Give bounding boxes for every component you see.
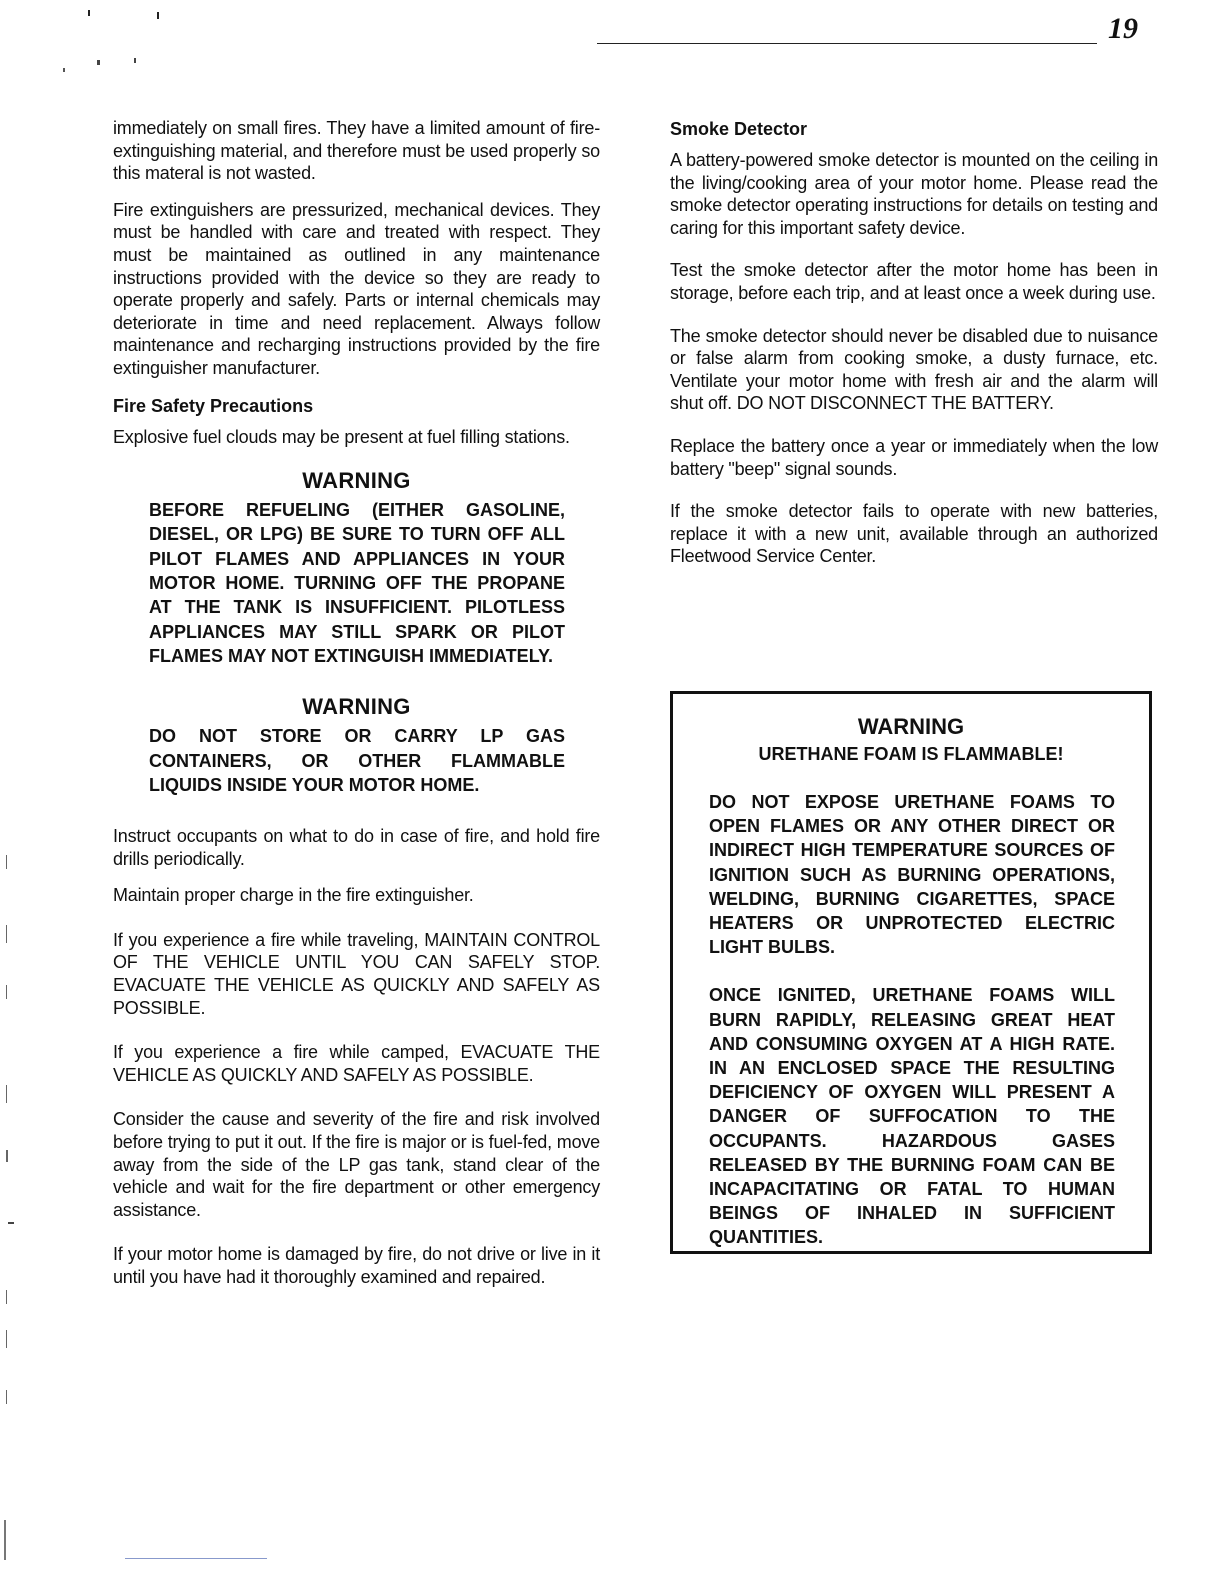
warning-subtitle: URETHANE FOAM IS FLAMMABLE! [758,744,1064,764]
section-heading-smoke-detector: Smoke Detector [670,119,808,139]
urethane-warning-box [670,691,1152,1254]
paragraph: Explosive fuel clouds may be present at fuel filling stations. [113,426,570,447]
warning-text-lp-gas: DO NOT STORE OR CARRY LP GAS CONTAINERS, OR OTHER FLAMMABLE LIQUIDS INSIDE YOUR MOTOR HOME. [149,726,565,795]
paragraph: The smoke detector should never be disabled due to nuisance or false alarm from cooking smoke, a dusty furnace, etc. Ventilate your motor home with fresh air and the alarm will shut off. DO NOT DISCONNECT THE BATTERY. [670,325,1158,414]
section-heading-fire-safety: Fire Safety Precautions [113,395,314,416]
header-rule [597,43,1097,44]
right-column [670,117,1158,582]
paragraph: immediately on small fires. They have a limited amount of fire-extinguishing material, and therefore must be used properly so this materal is not wasted. [113,118,600,184]
paragraph: If the smoke detector fails to operate with new batteries, replace it with a new unit, available through an authorized Fleetwood Service Center. [670,501,1158,567]
paragraph: Consider the cause and severity of the fire and risk involved before trying to put it out. If the fire is major or is fuel-fed, move away from the side of the LP gas tank, stand clear of the vehicle and wait for the fire department or other emergency assistance. [113,1109,600,1220]
left-column [113,117,600,1303]
paragraph: If you experience a fire while camped, EVACUATE THE VEHICLE AS QUICKLY AND SAFELY AS POSSIBLE. [113,1042,600,1085]
warning-title: WARNING [302,468,411,494]
paragraph: If you experience a fire while traveling, MAINTAIN CONTROL OF THE VEHICLE UNTIL YOU CAN SAFELY STOP. EVACUATE THE VEHICLE AS QUICKLY AND SAFELY AS POSSIBLE. [113,929,600,1018]
warning-text-refueling: BEFORE REFUELING (EITHER GASOLINE, DIESEL, OR LPG) BE SURE TO TURN OFF ALL PILOT FLAMES AND APPLIANCES IN YOUR MOTOR HOME. TURNING OFF THE PROPANE AT THE TANK IS INSUFFICIENT. PILOTLESS APPLIANCES MAY STILL SPARK OR PILOT FLAMES MAY NOT EXTINGUISH IMMEDIATELY. [149,500,565,666]
warning-title: WARNING [857,714,965,739]
paragraph: If your motor home is damaged by fire, do not drive or live in it until you have had it thoroughly examined and repaired. [113,1244,600,1287]
warning-title: WARNING [302,694,411,720]
paragraph: Fire extinguishers are pressurized, mechanical devices. They must be handled with care and treated with respect. They must be maintained as outlined in any maintenance instructions provided with the device so they are ready to operate properly and safely. Parts or internal chemicals may deteriorate in time and need replacement. Always follow maintenance and recharging instructions provided by the fire extinguisher manufacturer. [113,199,600,378]
paragraph: A battery-powered smoke detector is mounted on the ceiling in the living/cooking area of your motor home. Please read the smoke detector operating instructions for details on testing and caring for this important safety device. [670,150,1158,238]
footer-rule [125,1558,267,1559]
warning-text-ignition: ONCE IGNITED, URETHANE FOAMS WILL BURN RAPIDLY, RELEASING GREAT HEAT AND CONSUMING OXYGEN AT A HIGH RATE. IN AN ENCLOSED SPACE THE RESULTING DEFICIENCY OF OXYGEN WILL PRESENT A DANGER OF SUFFOCATION TO THE OCCUPANTS. HAZARDOUS GASES RELEASED BY THE BURNING FOAM CAN BE INCAPACITATING OR FATAL TO HUMAN BEINGS OF INHALED IN SUFFICIENT QUANTITIES. [709,985,1115,1248]
paragraph: Test the smoke detector after the motor home has been in storage, before each trip, and at least once a week during use. [670,260,1158,303]
page-number: 19 [1108,12,1138,45]
warning-text-exposure: DO NOT EXPOSE URETHANE FOAMS TO OPEN FLAMES OR ANY OTHER DIRECT OR INDIRECT HIGH TEMPERATURE SOURCES OF IGNITION SUCH AS BURNING OPERATIONS, WELDING, BURNING CIGARETTES, SPACE HEATERS OR UNPROTECTED ELECTRIC LIGHT BULBS. [709,792,1115,958]
paragraph: Replace the battery once a year or immediately when the low battery "beep" signal sounds. [670,435,1158,479]
paragraph: Maintain proper charge in the fire extinguisher. [113,885,474,906]
paragraph: Instruct occupants on what to do in case of fire, and hold fire drills periodically. [113,826,600,869]
